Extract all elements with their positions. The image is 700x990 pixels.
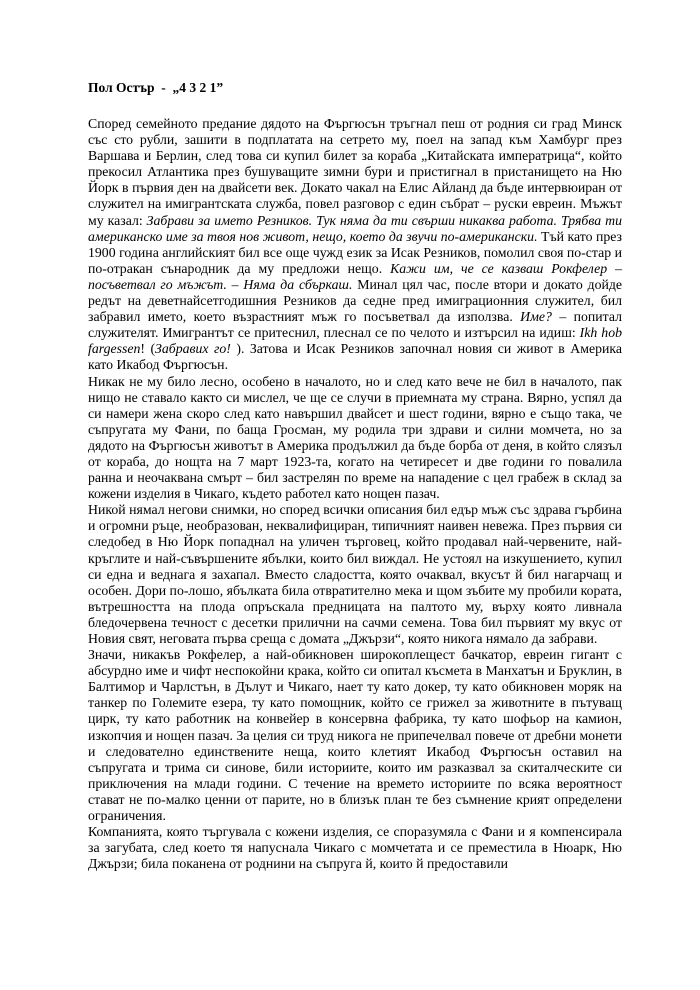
paragraph	[88, 502, 622, 647]
paragraph	[88, 647, 622, 824]
text-run: – попитал служителят. Имигрантът се притеснил, плеснал се по челото и изтърсил на идиш:	[88, 309, 622, 341]
italic-text-run: Име?	[520, 309, 552, 325]
italic-text-run: Кажи им, че се казваш Рокфелер – посъветвал го мъжът. – Няма да сбъркаш.	[88, 260, 622, 292]
italic-text-run: Забрави за името Резников. Тук няма да ти свърши никаква работа. Трябва ти американско име за твоя нов живот, нещо, което да звучи по-американски.	[88, 212, 623, 244]
text-run: Минал цял час, после втори и докато дойде редът на деветнайсетгодишния Резников да седне пред имиграционния служител, бил забравил името, което възрастният мъж го посъветвал да използва.	[88, 276, 622, 325]
italic-text-run: Ikh hob fargessen	[88, 325, 622, 357]
text-run: Според семейното предание дядото на Фъргюсън тръгнал пеш от родния си град Минск със сто рубли, зашити в подплатата на сетрето му, поел на запад към Хамбург през Варшава и Берлин, след това си купил билет за кораба „Китайската императрица“, който прекосил Атлантика през бушуващите зимни бури и пристигнал в пристанището на Ню Йорк в първия ден на двайсети век. Докато чакал на Елис Айланд да бъде интервюиран от служител на имигрантската служба, повел разговор с един събрат – руски евреин. Мъжът му казал:	[88, 116, 622, 228]
text-run: ! (	[140, 341, 156, 357]
document-body	[88, 116, 622, 872]
text-run: Значи, никакъв Рокфелер, а най-обикновен широкоплещест бачкатор, евреин гигант с абсурдно име и чифт неспокойни крака, който си опитал късмета в Манхатън и Бруклин, в Балтимор и Чарлстън, в Дълут и Чикаго, нает ту като докер, ту като обикновен моряк на танкер по Големите езера, ту като помощник, който се грижел за животните в пътуващ цирк, ту като работник на конвейер в консервна фабрика, ту като шофьор на камион, изкопчия и нощен пазач. За целия си труд никога не припечелвал повече от дребни монети и следователно единствените неща, които клетият Икабод Фъргюсън оставил на съпругата и трима си синове, били историите, които им разказвал за скиталческите си приключения на млади години. С течение на времето историите по всяка вероятност стават не по-малко ценни от парите, но в близък план те без съмнение крият определени ограничения.	[88, 647, 622, 824]
document-title: Пол Остър - „4 3 2 1”	[88, 80, 224, 95]
text-run: Компанията, която търгувала с кожени изделия, се споразумяла с Фани и я компенсирала за загубата, след което тя напуснала Чикаго с момчетата и се преместила в Нюарк, Ню Джързи; била поканена от роднини на съпруга й, които й предоставили	[88, 824, 622, 872]
paragraph	[88, 824, 622, 872]
paragraph	[88, 374, 622, 503]
italic-text-run: Забравих го!	[155, 341, 231, 357]
text-run: Никак не му било лесно, особено в началото, но и след като вече не бил в началото, пак нищо не ставало както си мислел, че ще се случи в приемната му страна. Вярно, успял да си намери жена скоро след като навършил двайсет и шест години, вярно е също така, че съпругата му Фани, по баща Гросман, му родила три здрави и силни момчета, но за дядото на Фъргюсън животът в Америка продължил да бъде борба от деня, в който слязъл от кораба, до нощта на 7 март 1923-та, когато на четиресет и две години го повалила ранна и неочаквана смърт – бил застрелян по време на нападение с цел грабеж в склад за кожени изделия в Чикаго, където работел като нощен пазач.	[88, 373, 622, 502]
text-run: Тъй като през 1900 година английският бил все още чужд език за Исак Резников, помолил своя по-стар и по-отракан сънародник да му предложи нещо.	[88, 228, 622, 276]
text-run: Никой нямал негови снимки, но според всички описания бил едър мъж със здрава гърбина и огромни ръце, необразован, неквалифициран, типичният наивен невежа. През първия си следобед в Ню Йорк попаднал на уличен търговец, който продавал най-червените, най- кръглите и най-съвършените ябълки, които бил виждал. Не устоял на изкушението, купил си една и веднага я захапал. Вместо сладостта, която очаквал, вкусът й бил нагарчащ и особен. Дори по-лошо, ябълката била отвратително мека и щом зъбите му пробили кората, вътрешността на плода опръскала предницата на палтото му, върху която ливнала бледочервена течност с десетки прилични на сачми семена. Това бил първият му вкус от Новия свят, неговата първа среща с домата „Джързи“, която никога нямало да забрави.	[88, 502, 622, 646]
text-run: ). Затова и Исак Резников започнал новия си живот в Америка като Икабод Фъргюсън.	[88, 341, 622, 373]
paragraph	[88, 116, 622, 374]
